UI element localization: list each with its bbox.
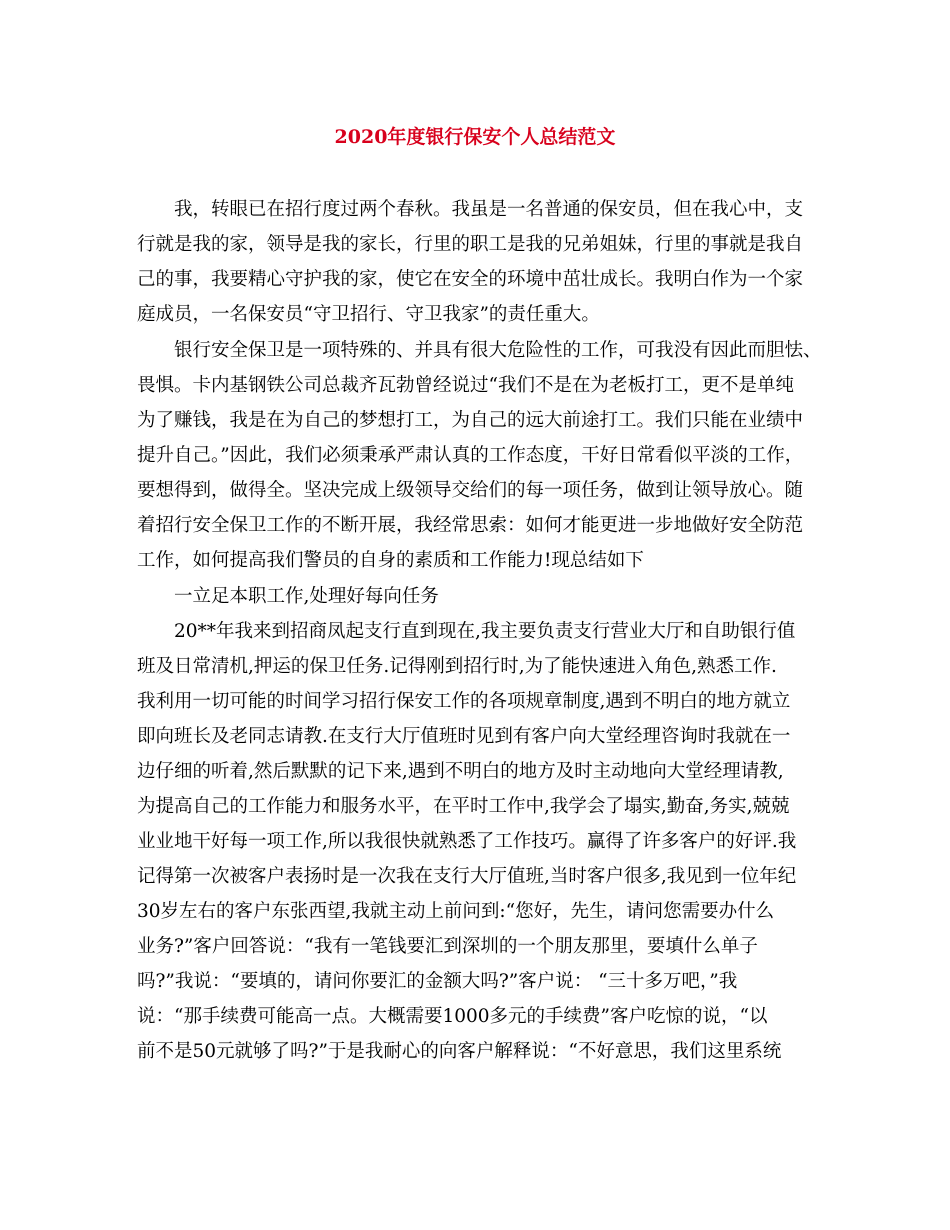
text-line: 畏惧。卡内基钢铁公司总裁齐瓦勃曾经说过“我们不是在为老板打工，更不是单纯 [137, 375, 794, 396]
text-line: 行就是我的家，领导是我的家长，行里的职工是我的兄弟姐妹，行里的事就是我自 [137, 234, 804, 255]
text-line: 边仔细的听着,然后默默的记下来,遇到不明白的地方及时主动地向大堂经理请教, [137, 761, 784, 782]
text-line: 我利用一切可能的时间学习招行保安工作的各项规章制度,遇到不明白的地方就立 [137, 691, 791, 712]
text-line: 庭成员，一名保安员“守卫招行、守卫我家”的责任重大。 [137, 304, 600, 325]
text-line: 提升自己。”因此，我们必须秉承严肃认真的工作态度，干好日常看似平淡的工作， [137, 445, 804, 466]
text-line: 我，转眼已在招行度过两个春秋。我虽是一名普通的保安员，但在我心中，支 [174, 199, 804, 220]
text-line: 着招行安全保卫工作的不断开展，我经常思索：如何才能更进一步地做好安全防范 [137, 515, 804, 536]
text-line: 银行安全保卫是一项特殊的、并具有很大危险性的工作，可我没有因此而胆怯、 [174, 340, 822, 361]
text-line: 要想得到，做得全。坚决完成上级领导交给们的每一项任务，做到让领导放心。随 [137, 480, 804, 501]
text-line: 吗?”我说：“要填的，请问你要汇的金额大吗?”客户说： “三十多万吧，”我 [137, 971, 738, 992]
text-line: 己的事，我要精心守护我的家，使它在安全的环境中茁壮成长。我明白作为一个家 [137, 269, 804, 290]
document-title: 2020年度银行保安个人总结范文 [334, 126, 616, 148]
text-line: 业务?”客户回答说：“我有一笔钱要汇到深圳的一个朋友那里，要填什么单子 [137, 936, 758, 957]
section-heading: 一立足本职工作,处理好每向任务 [174, 586, 439, 607]
text-line: 记得第一次被客户表扬时是一次我在支行大厅值班,当时客户很多,我见到一位年纪 [137, 866, 797, 887]
text-line: 班及日常清机,押运的保卫任务.记得刚到招行时,为了能快速进入角色,熟悉工作. [137, 656, 777, 677]
text-line: 为了赚钱，我是在为自己的梦想打工，为自己的远大前途打工。我们只能在业绩中 [137, 410, 804, 431]
text-line: 即向班长及老同志请教.在支行大厅值班时见到有客户向大堂经理咨询时我就在一 [137, 726, 791, 747]
text-line: 20**年我来到招商凤起支行直到现在,我主要负责支行营业大厅和自助银行值 [174, 621, 796, 642]
text-line: 业业地干好每一项工作,所以我很快就熟悉了工作技巧。赢得了许多客户的好评.我 [137, 831, 797, 852]
text-line: 工作，如何提高我们警员的自身的素质和工作能力!现总结如下 [137, 550, 644, 571]
text-line: 30岁左右的客户东张西望,我就主动上前问到:“您好，先生，请问您需要办什么 [137, 901, 775, 922]
text-line: 说：“那手续费可能高一点。大概需要1000多元的手续费”客户吃惊的说，“以 [137, 1006, 768, 1027]
text-line: 为提高自己的工作能力和服务水平，在平时工作中,我学会了塌实,勤奋,务实,兢兢 [137, 796, 790, 817]
text-line: 前不是50元就够了吗?”于是我耐心的向客户解释说：“不好意思，我们这里系统 [137, 1041, 782, 1062]
